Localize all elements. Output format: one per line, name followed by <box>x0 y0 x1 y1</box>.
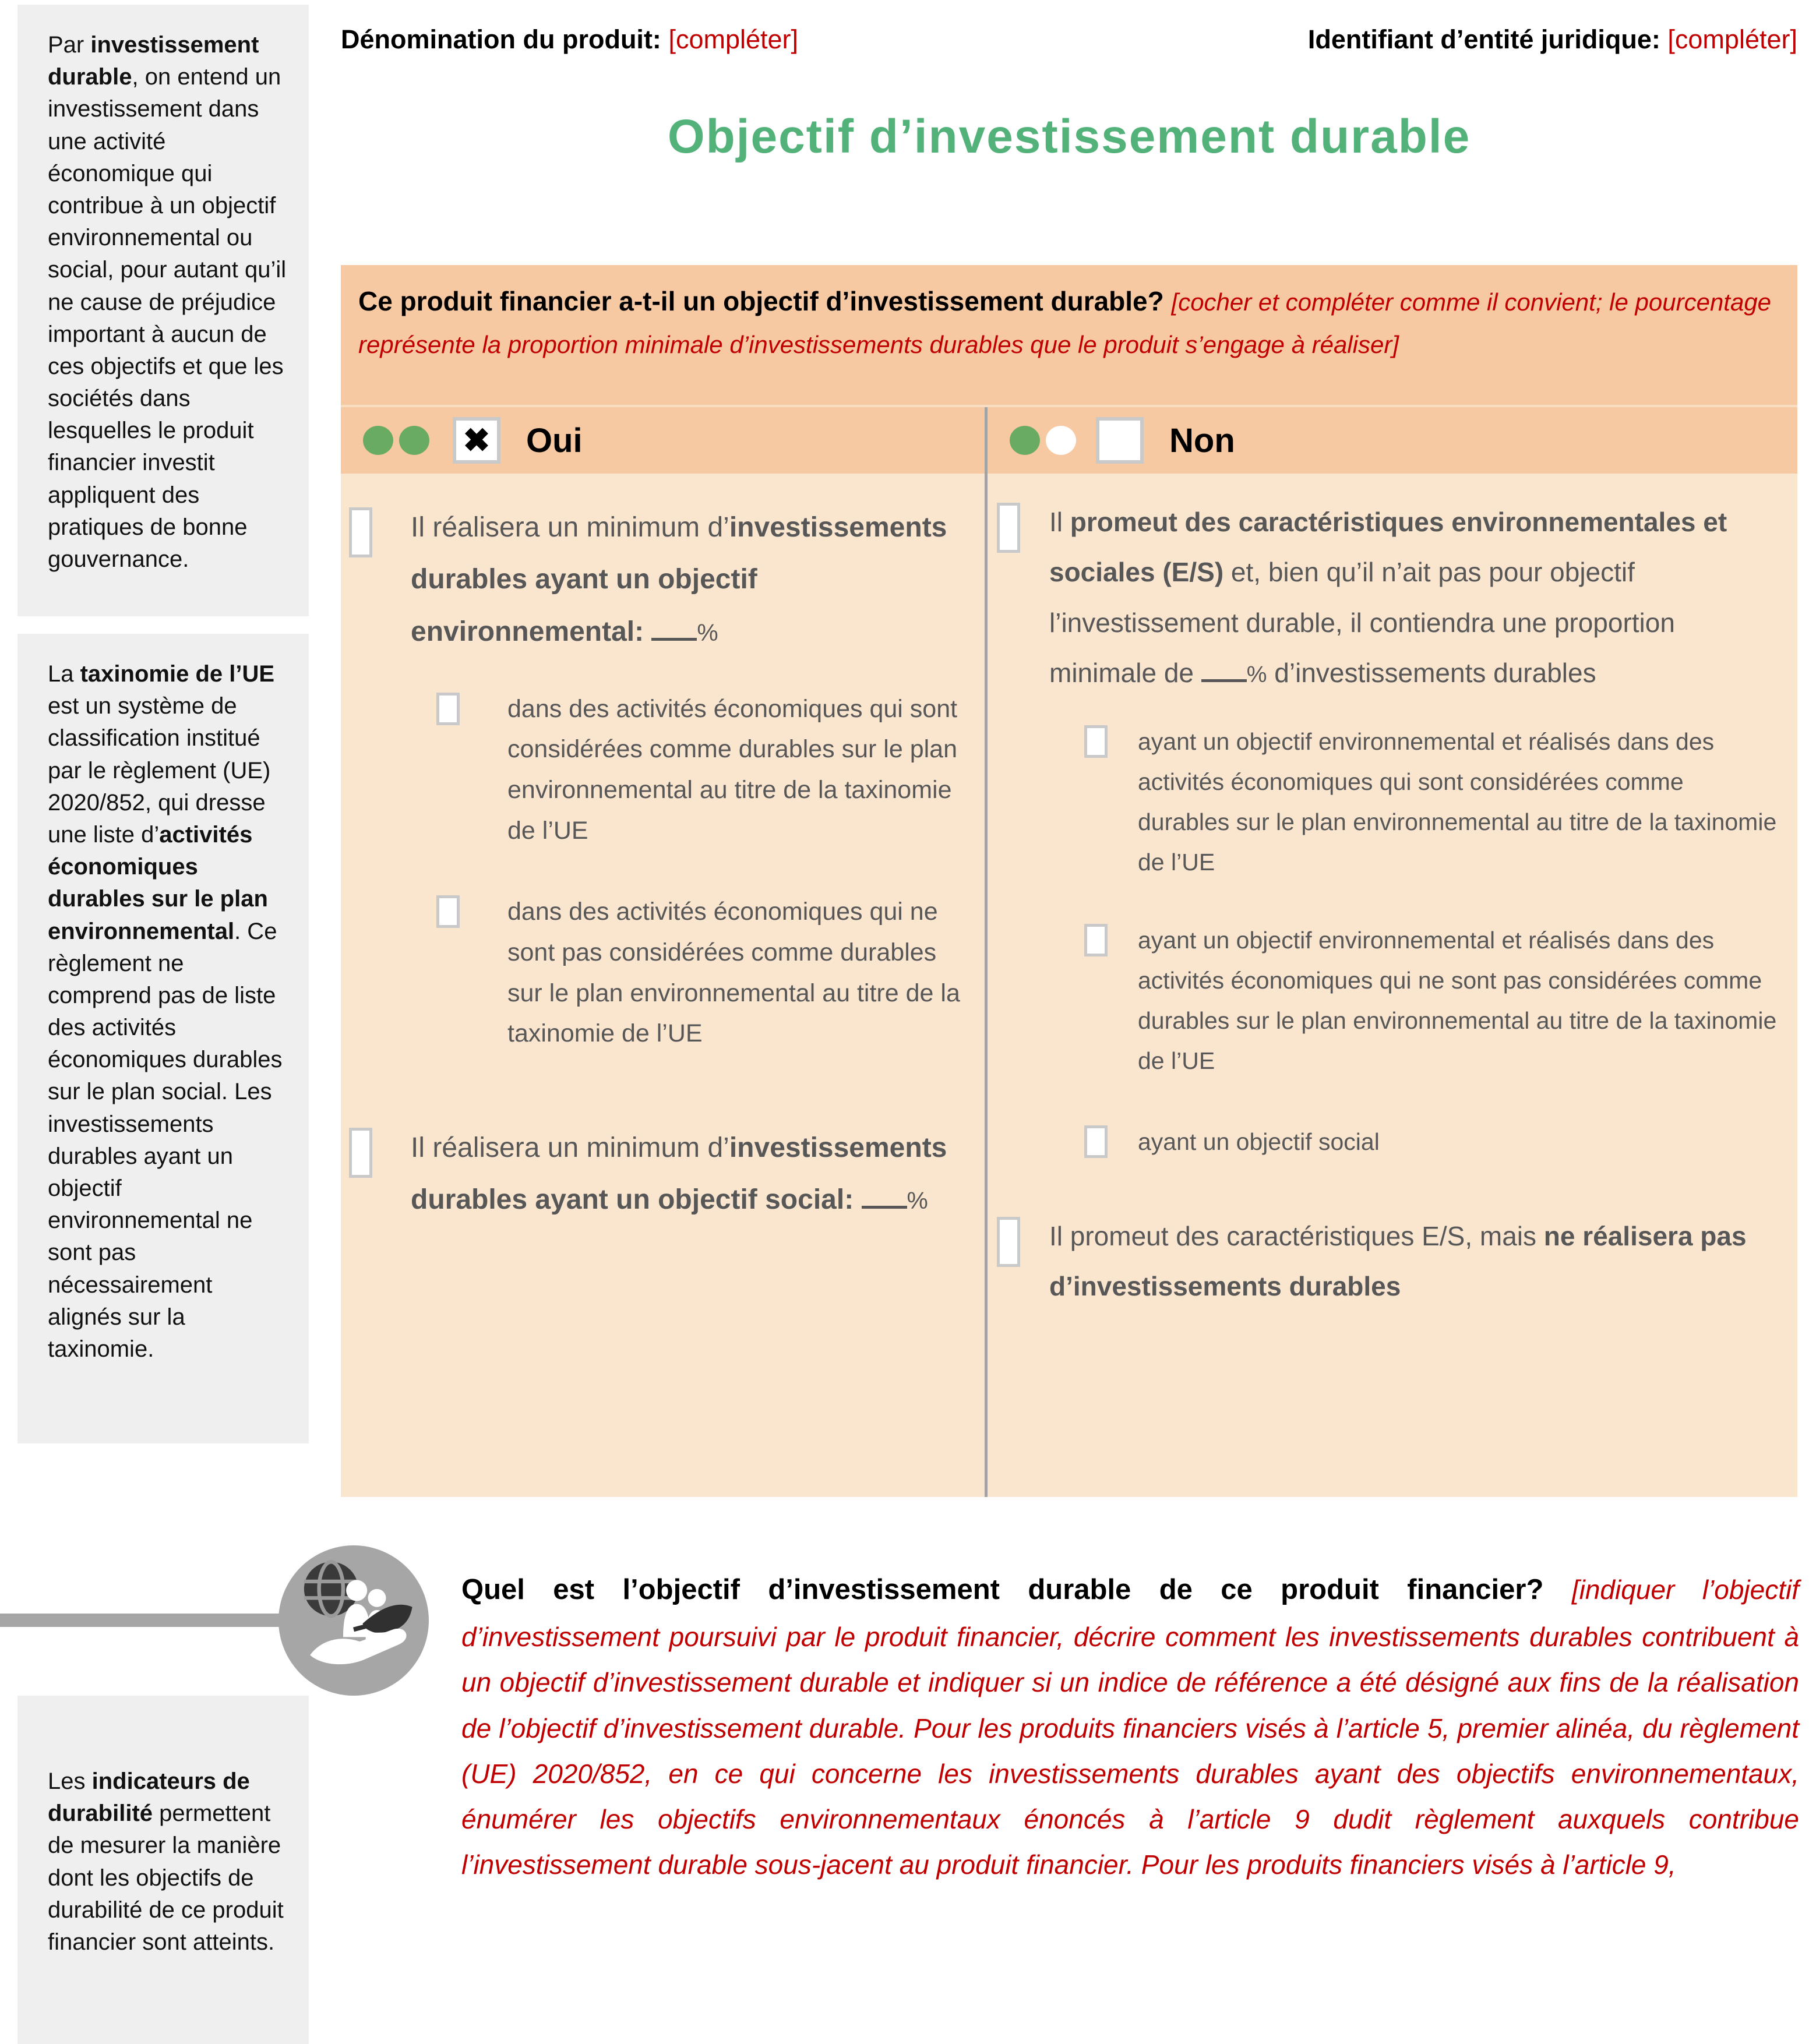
checked-x-icon: ✖ <box>463 422 491 458</box>
social-min-percentage-blank[interactable] <box>862 1187 907 1209</box>
objective-question-block <box>461 1566 1799 1887</box>
note-text: Par investissement durable, on entend un investissement dans une activité économique qui contribue à un objectif environnemental ou social, pour autant qu’il ne cause de préjudice important à aucun de ces objectifs et que les sociétés dans lesquelles le produit financier investit appliquent des pratiques de bonne gouvernance. <box>48 32 287 572</box>
non-taxonomy-aligned-item <box>436 892 972 1054</box>
note-text: Les indicateurs de durabilité permettent de mesurer la manière dont les objectifs de durabilité de ce produit financier sont atteints. <box>48 1768 284 1955</box>
product-name-placeholder[interactable]: [compléter] <box>668 24 799 54</box>
yes-no-choice-row <box>341 405 1797 474</box>
es-env-non-taxonomy-item <box>1084 920 1778 1081</box>
es-social-text: ayant un objectif social <box>1138 1128 1380 1155</box>
es-env-non-taxonomy-text: ayant un objectif environnemental et réalisés dans des activités économiques qui ne sont pas considérées comme durables sur le plan environnemental au titre de la taxinomie de l’UE <box>1138 927 1777 1074</box>
yes-option <box>341 407 985 474</box>
sustainable-objective-question-table <box>341 265 1797 1497</box>
social-objective-checkbox[interactable] <box>349 1128 372 1178</box>
product-name-field <box>341 24 798 55</box>
objective-question-text: Quel est l’objectif d’investissement durable de ce produit financier? <box>461 1574 1572 1605</box>
env-objective-item <box>349 502 972 658</box>
green-dot-icon <box>1010 426 1040 455</box>
page-title: Objectif d’investissement durable <box>667 110 1471 163</box>
taxonomy-aligned-text: dans des activités économiques qui sont considérées comme durables sur le plan environnemental au titre de la taxinomie de l’UE <box>507 694 958 845</box>
social-objective-item <box>349 1122 972 1226</box>
es-min-percentage-blank[interactable] <box>1201 660 1247 682</box>
es-characteristics-item <box>997 497 1778 698</box>
sustainable-investment-globe-icon <box>278 1545 429 1696</box>
question-instruction: [cocher et compléter comme il convient; le pourcentage représente la proportion minimale d’investissements durables que le produit s’engage à réaliser] <box>358 288 1772 358</box>
yes-checkbox[interactable] <box>453 417 500 464</box>
no-option <box>985 407 1797 474</box>
legal-entity-label: Identifiant d’entité juridique: <box>1307 24 1660 54</box>
definition-note-sustainable-investment <box>17 5 309 616</box>
no-label: Non <box>1169 421 1235 460</box>
env-objective-checkbox[interactable] <box>349 507 372 557</box>
non-taxonomy-aligned-checkbox[interactable] <box>436 895 460 928</box>
env-min-percentage-blank[interactable] <box>651 619 697 641</box>
question-text: Ce produit financier a-t-il un objectif d’investissement durable? <box>358 286 1172 316</box>
legal-entity-field <box>1308 24 1797 55</box>
product-name-label: Dénomination du produit: <box>341 24 661 54</box>
es-env-taxonomy-item <box>1084 722 1778 882</box>
definition-note-eu-taxonomy <box>17 634 309 1443</box>
es-social-item <box>1084 1122 1778 1162</box>
es-no-sustainable-checkbox[interactable] <box>997 1217 1020 1267</box>
white-dot-icon <box>1046 426 1076 455</box>
definition-note-sustainability-indicators <box>17 1696 309 2044</box>
es-no-sustainable-text: Il promeut des caractéristiques E/S, mais ne réalisera pas d’investissements durables <box>1049 1220 1747 1302</box>
es-social-checkbox[interactable] <box>1084 1125 1108 1158</box>
yes-column <box>341 474 985 1497</box>
section-divider-bar <box>0 1614 287 1627</box>
es-characteristics-checkbox[interactable] <box>997 503 1020 553</box>
no-checkbox[interactable] <box>1096 417 1144 464</box>
es-env-taxonomy-checkbox[interactable] <box>1084 725 1108 758</box>
non-taxonomy-aligned-text: dans des activités économiques qui ne sont pas considérées comme durables sur le plan environnemental au titre de la taxinomie de l’UE <box>507 898 960 1048</box>
green-dot-icon <box>363 426 393 455</box>
es-env-taxonomy-text: ayant un objectif environnemental et réalisés dans des activités économiques qui sont considérées comme durables sur le plan environnemental au titre de la taxinomie de l’UE <box>1138 728 1777 876</box>
social-objective-text: Il réalisera un minimum d’investissements durables ayant un objectif social: % <box>411 1132 947 1216</box>
taxonomy-aligned-item <box>436 689 972 852</box>
objective-question-instruction: [indiquer l’objectif d’investissement poursuivi par le produit financier, décrire comment les investissements durables contribuent à un objectif d’investissement durable et indiquer si un indice de référence a été désigné aux fins de la réalisation de l’objectif d’investissement durable. Pour les produits financiers visés à l’article 5, premier alinéa, du règlement (UE) 2020/852, en ce qui concerne les investissements durables ayant des objectifs environnementaux, énumérer les objectifs environnementaux énoncés à l’article 9 dudit règlement auxquels contribue l’investissement durable sous-jacent au produit financier. Pour les produits financiers visés à l’article 9, <box>461 1575 1800 1880</box>
green-dot-icon <box>399 426 429 455</box>
question-header <box>341 265 1797 405</box>
yes-label: Oui <box>526 421 583 460</box>
no-column <box>985 474 1797 1497</box>
globe-hand-people-icon <box>278 1545 429 1696</box>
es-characteristics-text: Il promeut des caractéristiques environnementales et sociales (E/S) et, bien qu’il n’ait pas pour objectif l’investissement durable, il contiendra une proportion minimale de % d’investissements durables <box>1049 507 1727 689</box>
env-objective-text: Il réalisera un minimum d’investissements durables ayant un objectif environnemental: % <box>411 512 947 647</box>
document-header <box>341 24 1797 55</box>
table-body <box>341 474 1797 1497</box>
es-env-non-taxonomy-checkbox[interactable] <box>1084 924 1108 956</box>
note-text: La taxinomie de l’UE est un système de classification institué par le règlement (UE) 2020/852, qui dresse une liste d’activités économiques durables sur le plan environnemental. Ce règlement ne comprend pas de liste des activités économiques durables sur le plan social. Les investissements durables ayant un objectif environnemental ne sont pas nécessairement alignés sur la taxinomie. <box>48 661 283 1362</box>
es-no-sustainable-item <box>997 1211 1778 1312</box>
legal-entity-placeholder[interactable]: [compléter] <box>1667 24 1797 54</box>
taxonomy-aligned-checkbox[interactable] <box>436 693 460 725</box>
